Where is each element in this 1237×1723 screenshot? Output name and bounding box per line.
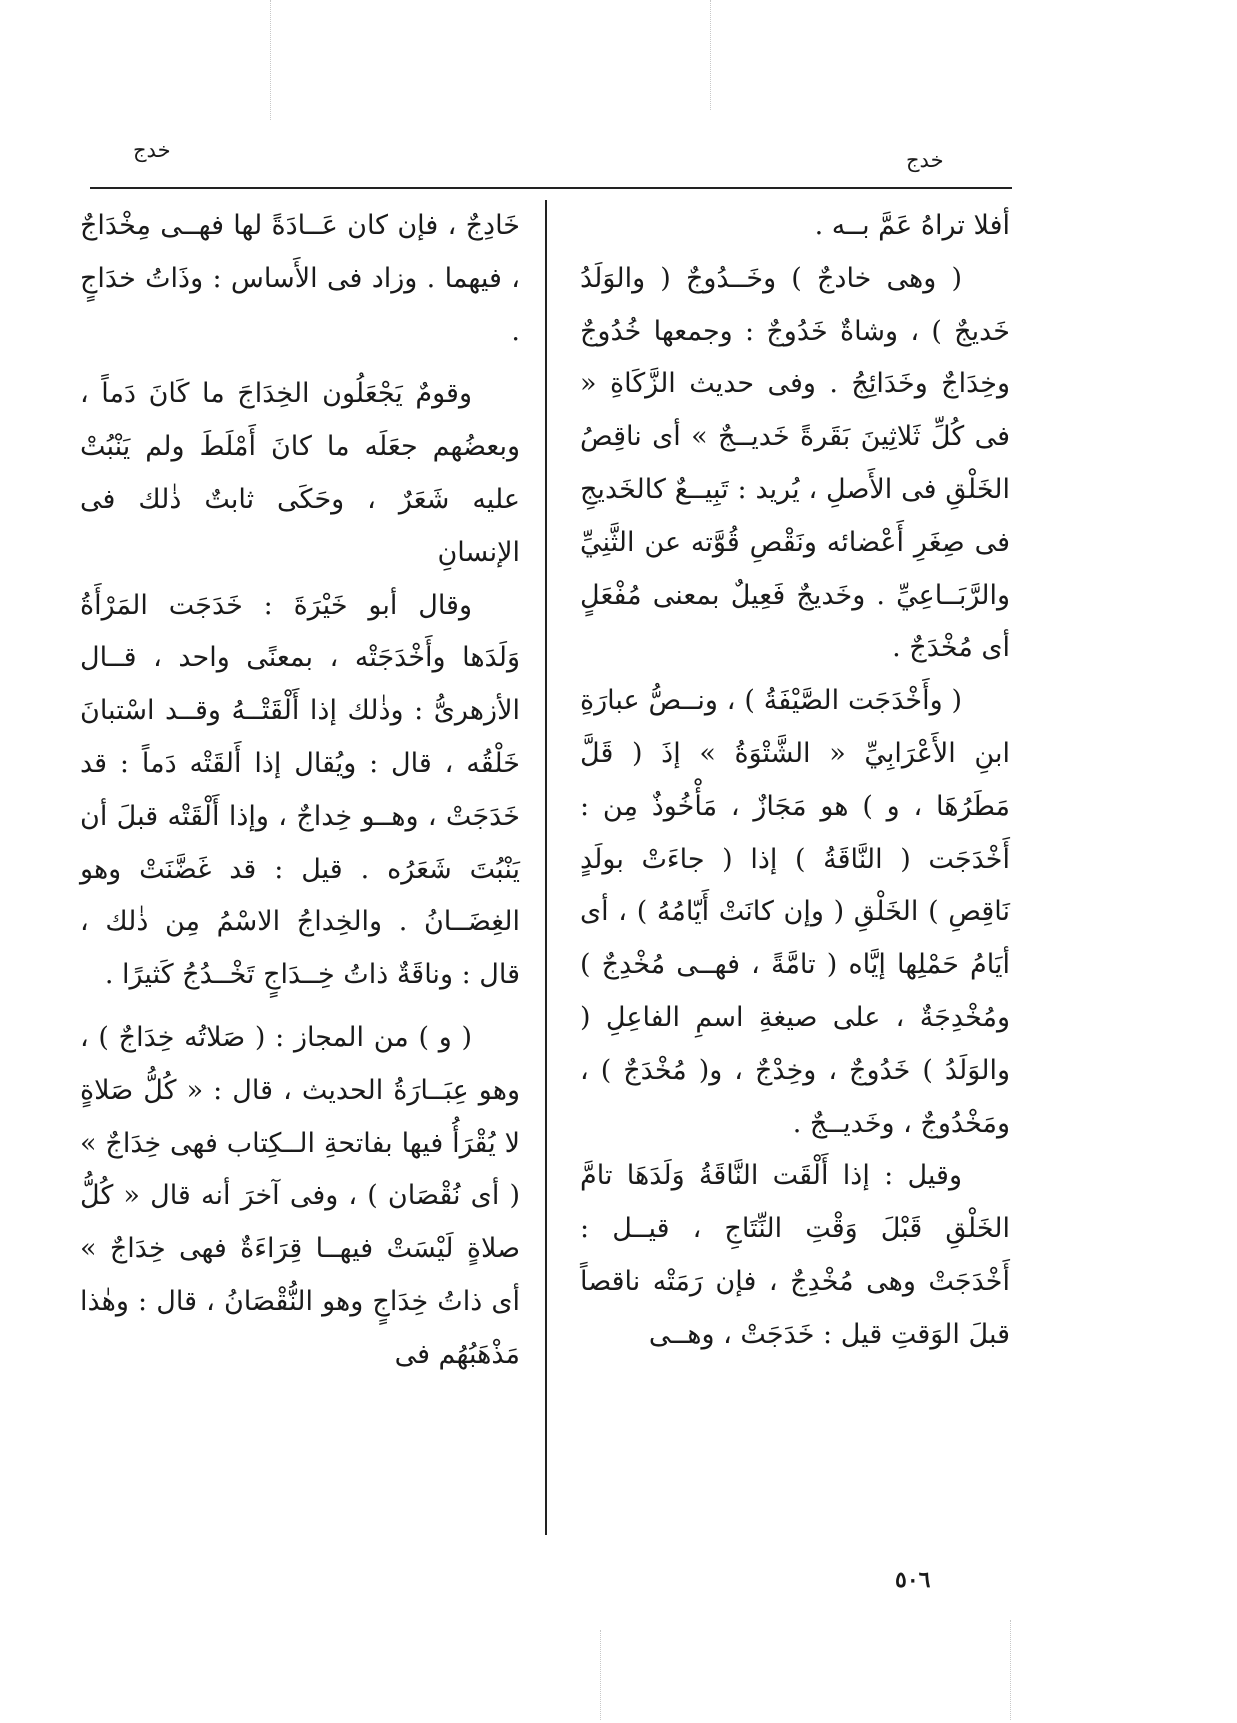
paragraph: وقيل : إذا أَلْقَت النَّاقَةُ وَلَدَهَا تامَّ الخَلْقِ قَبْلَ وَقْتِ النِّتَاجِ ، قيــل : أَخْدَجَتْ وهى مُخْدِجٌ ، فإن رَمَتْه ناقصاً قبلَ الوَقتِ قيل : خَدَجَتْ ، وهــى <box>580 1160 1010 1350</box>
running-head-left: خدج <box>133 138 171 162</box>
right-column <box>580 200 1010 1362</box>
paragraph: ( وهى خادجٌ ) وخَــدُوجٌ ( والوَلَدُ خَديجٌ ) ، وشاةٌ خَدُوجٌ : وجمعها خُدُوجٌ وخِدَاجٌ وخَدَائِجُ . وفى حديث الزَّكَاةِ « فى كُلِّ ثَلاثِينَ بَقَرةً خَديــجٌ » أى ناقِصُ الخَلْقِ فى الأَصلِ ، يُريد : تَبِيــعٌ كالخَديجِ فى صِغَرِ أَعْضائه ونَقْصِ قُوَّته عن الثَّنِيِّ والرَّبَــاعِيِّ . وخَديجٌ فَعِيلٌ بمعنى مُفْعَلٍ أى مُخْدَجٌ . <box>580 262 1010 664</box>
paragraph: ( و ) من المجاز : ( صَلاتُه خِدَاجٌ ) ، وهو عِبَــارَةُ الحديث ، قال : « كُلُّ صَلاةٍ لا يُقْرَأُ فيها بفاتحةِ الــكِتاب فهى خِدَاجٌ » ( أى نُقْصَان ) ، وفى آخرَ أنه قال « كُلُّ صلاةٍ لَيْسَتْ فيهــا قِرَاءَةٌ فهى خِدَاجٌ » أى ذاتُ خِدَاجٍ وهو النُّقْصَانُ ، قال : وهٰذا مَذْهَبُهُم فى <box>80 1021 520 1370</box>
scan-artifact <box>270 0 271 120</box>
paragraph: وقومٌ يَجْعَلُون الخِدَاجَ ما كَانَ دَماً ، وبعضُهم جعَلَه ما كانَ أَمْلَطَ ولم يَنْبُتْ عليه شَعَرٌ ، وحَكَى ثابتٌ ذٰلك فى الإنسانِ <box>80 378 520 568</box>
page-number: ٥٠٦ <box>895 1567 931 1593</box>
header-rule <box>90 187 1012 189</box>
scan-artifact <box>1010 1620 1011 1720</box>
paragraph: وقال أبو خَيْرَةَ : خَدَجَت المَرْأَةُ وَلَدَها وأَخْدَجَتْه ، بمعنًى واحد ، قــال الأزهرىُّ : وذٰلك إذا أَلْقَتْــهُ وقــد اسْتبانَ خَلْقُه ، قال : ويُقال إذا أَلقَتْه دَماً : قد خَدَجَتْ ، وهــو خِداجٌ ، وإذا أَلْقَتْه قبلَ أن يَنْبُتَ شَعَرُه . قيل : قد غَضَّنَتْ وهو الغِضَــانُ . والخِداجُ الاسْمُ مِن ذٰلك ، قال : وناقَةٌ ذاتُ خِــدَاجٍ تَخْــدُجُ كَثيرًا . <box>80 589 520 991</box>
running-head-right: خدج <box>906 148 944 172</box>
column-divider <box>545 200 547 1535</box>
left-column <box>80 200 520 1382</box>
paragraph: ( وأَخْدَجَت الصَّيْفَةُ ) ، ونــصُّ عبارَةِ ابنِ الأَعْرَابِيِّ « الشَّتْوَةُ » إذَ ( قَلَّ مَطَرُهَا ، و ) هو مَجَازٌ ، مَأْخُوذٌ مِن : أَخْدَجَت ( النَّاقَةُ ) إذا ( جاءَتْ بولَدٍ نَاقِصِ ) الخَلْقِ ( وإن كانَتْ أَيّامُهُ ) ، أى أيَامُ حَمْلِها إيَّاه ( تامَّةً ، فهــى مُخْدِجٌ ) ومُخْدِجَةٌ ، على صيغةِ اسمِ الفاعِلِ ( والوَلَدُ ) خَدُوجٌ ، وخِدْجٌ ، و( مُخْدَجٌ ) ، ومَخْدُوجٌ ، وخَديــجٌ . <box>580 685 1010 1139</box>
paragraph: أفلا تراهُ عَمَّ بــه . <box>814 210 1010 241</box>
scan-artifact <box>600 1630 601 1720</box>
scan-artifact <box>710 0 711 110</box>
paragraph: خَادِجٌ ، فإن كان عَــادَةً لها فهــى مِخْدَاجٌ ، فيهما . وزاد فى الأَساس : وذَاتُ خدَاجٍ . <box>80 210 520 347</box>
